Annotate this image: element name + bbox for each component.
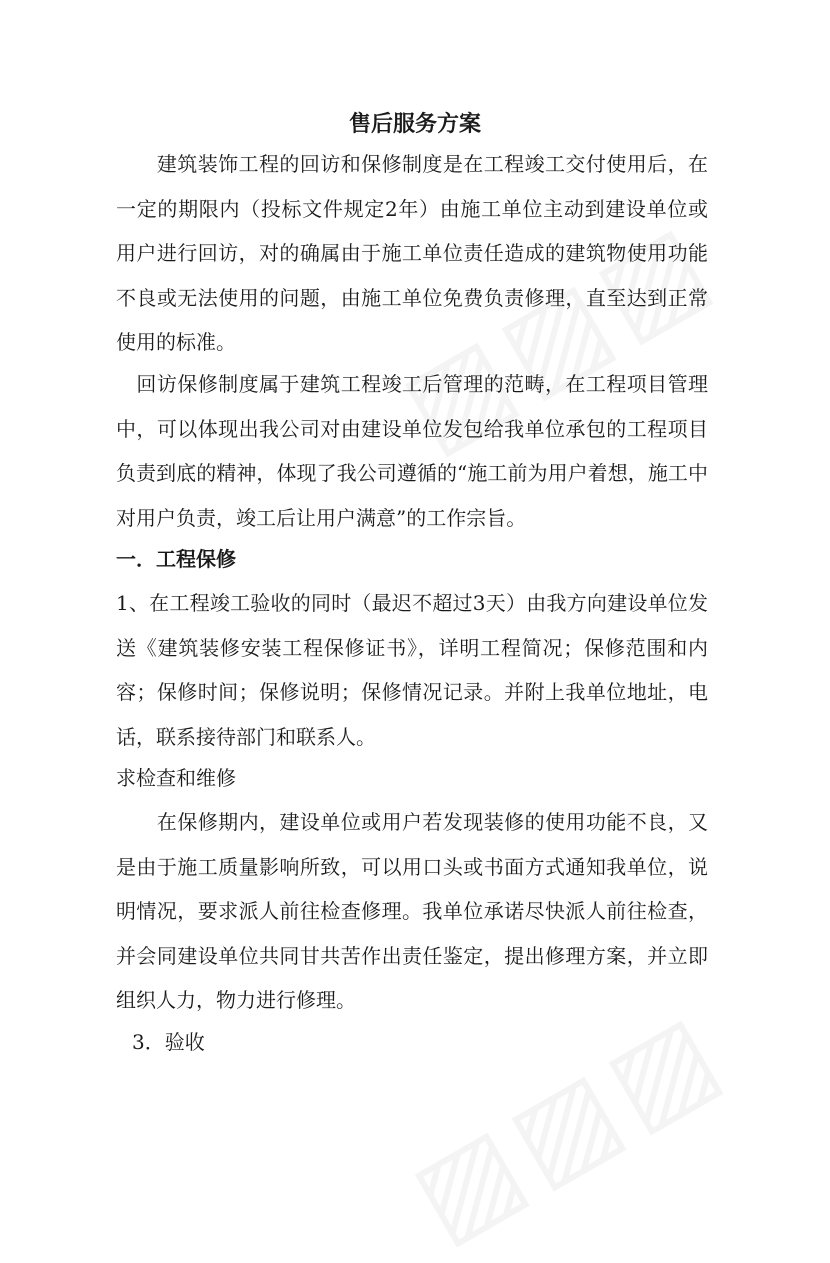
- intro-paragraph: 建筑装饰工程的回访和保修制度是在工程竣工交付使用后，在一定的期限内（投标文件规定2年）由施工单位主动到建设单位或用户进行回访，对的确属由于施工单位责任造成的建筑物使用功能不良或无法使用的问题，由施工单位免费负责修理，直至达到正常使用的标准。: [116, 152, 708, 354]
- subheading-inspection-repair: 求检查和维修: [116, 766, 236, 790]
- section-heading-warranty: 一．工程保修: [116, 547, 236, 571]
- repair-paragraph: 在保修期内，建设单位或用户若发现装修的使用功能不良，又是由于施工质量影响所致，可以用口头或书面方式通知我单位，说明情况，要求派人前往检查修理。我单位承诺尽快派人前往检查，并会同建设单位共同甘共苦作出责任鉴定，提出修理方案，并立即组织人力，物力进行修理。: [116, 810, 708, 1012]
- scope-paragraph: 回访保修制度属于建筑工程竣工后管理的范畴，在工程项目管理中，可以体现出我公司对由建设单位发包给我单位承包的工程项目负责到底的精神，体现了我公司遵循的“施工前为用户着想，施工中对用户负责，竣工后让用户满意”的工作宗旨。: [116, 372, 708, 530]
- page-title: 售后服务方案: [348, 112, 481, 137]
- watermark: [390, 985, 745, 1263]
- warranty-item-1: 1、在工程竣工验收的同时（最迟不超过3天）由我方向建设单位发送《建筑装修安装工程保修证书》，详明工程简况；保修范围和内容；保修时间；保修说明；保修情况记录。并附上我单位地址，电话，联系接待部门和联系人。: [116, 591, 708, 749]
- subheading-acceptance: 3．验收: [132, 1030, 205, 1054]
